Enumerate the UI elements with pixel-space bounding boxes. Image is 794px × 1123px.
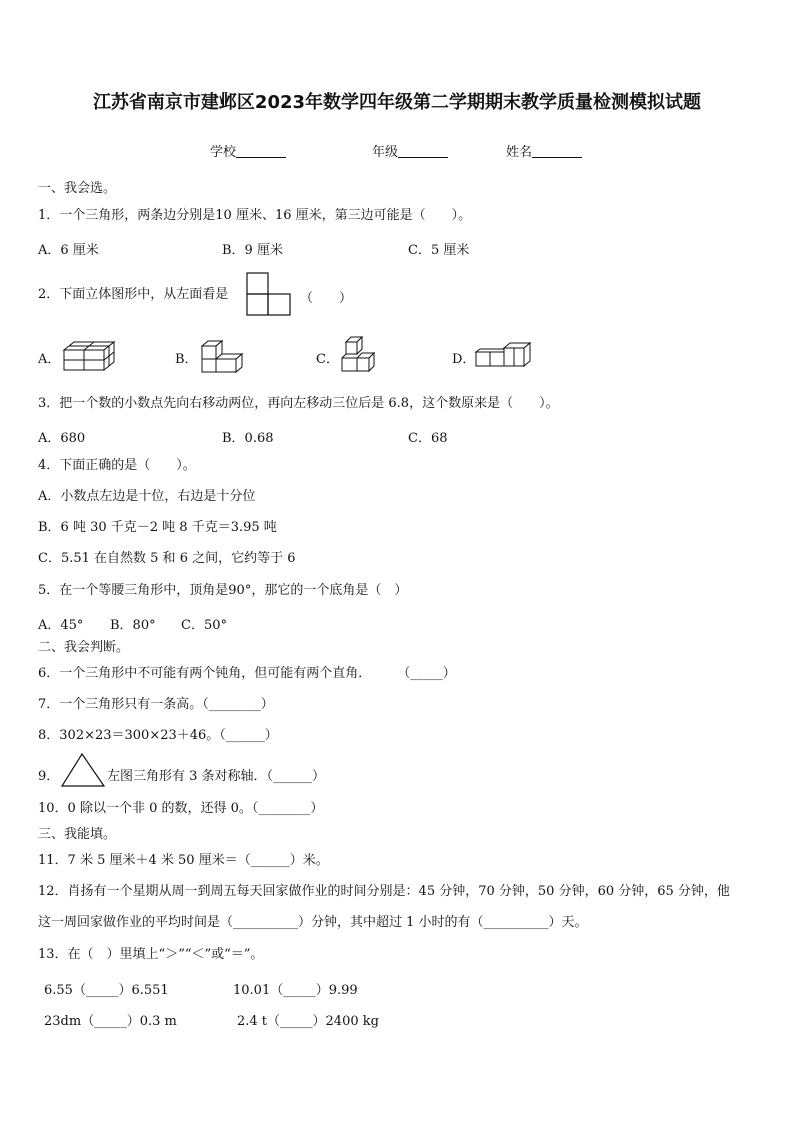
school-label: 学校: [210, 145, 237, 160]
q3-option-a[interactable]: A．680: [38, 431, 86, 446]
question-3: 3．把一个数的小数点先向右移动两位，再向左移动三位后是 6.8，这个数原来是（ ）。: [38, 396, 559, 411]
question-5: 5．在一个等腰三角形中，顶角是90°，那它的一个底角是（ ）: [38, 583, 408, 598]
name-blank[interactable]: [532, 144, 582, 158]
q2-option-d[interactable]: D．: [452, 352, 476, 367]
question-11: 11．7 米 5 厘米＋4 米 50 厘米＝（______）米。: [38, 853, 329, 868]
name-field[interactable]: [506, 141, 582, 160]
section-heading-3: 三、我能填。: [38, 827, 117, 842]
question-12-line-2: 这一周回家做作业的平均时间是（__________）分钟，其中超过 1 小时的有（__________）天。: [38, 915, 588, 930]
cube-figure-b: [198, 338, 244, 378]
q3-option-c[interactable]: C．68: [408, 431, 448, 446]
q2-option-a[interactable]: A．: [38, 352, 61, 367]
q13-item-3[interactable]: 23dm（_____）0.3 m: [44, 1014, 177, 1029]
question-12-line-1: 12．肖扬有一个星期从周一到周五每天回家做作业的时间分别是：45 分钟，70 分钟，50 分钟，60 分钟，65 分钟，他: [38, 884, 730, 899]
q4-option-b[interactable]: B．6 吨 30 千克－2 吨 8 千克＝3.95 吨: [38, 520, 277, 535]
q1-option-a[interactable]: A．6 厘米: [38, 243, 99, 258]
cube-figure-c: [338, 334, 378, 378]
cube-figure-d: [474, 340, 534, 374]
q1-option-b[interactable]: B．9 厘米: [222, 243, 283, 258]
grade-field[interactable]: [372, 141, 448, 160]
q5-option-b[interactable]: B．80°: [110, 618, 156, 633]
q2-answer-blank[interactable]: （ ）: [300, 291, 353, 306]
question-7: 7．一个三角形只有一条高。（________）: [38, 697, 274, 712]
question-4: 4．下面正确的是（ ）。: [38, 458, 196, 473]
question-6: 6．一个三角形中不可能有两个钝角，但可能有两个直角． （_____）: [38, 666, 456, 681]
page-title: 江苏省南京市建邺区2023年数学四年级第二学期期末教学质量检测模拟试题: [92, 92, 702, 113]
question-8: 8．302×23＝300×23＋46。（______）: [38, 728, 278, 743]
cube-figure-a: [62, 338, 118, 376]
q5-option-c[interactable]: C．50°: [181, 618, 227, 633]
q4-option-a[interactable]: A．小数点左边是十位，右边是十分位: [38, 489, 256, 504]
name-label: 姓名: [506, 145, 533, 160]
question-9: 左图三角形有 3 条对称轴．（______）: [107, 769, 326, 784]
q13-item-1[interactable]: 6.55（_____）6.551: [44, 983, 169, 998]
question-2: 2．下面立体图形中，从左面看是: [38, 287, 229, 302]
q3-option-b[interactable]: B．0.68: [222, 431, 274, 446]
q13-item-2[interactable]: 10.01（_____）9.99: [233, 983, 358, 998]
school-blank[interactable]: [236, 144, 286, 158]
question-13: 13．在（ ）里填上“＞”“＜”或“＝”。: [38, 947, 264, 962]
school-field[interactable]: [210, 141, 286, 160]
triangle-figure: [60, 752, 106, 792]
q4-option-c[interactable]: C．5.51 在自然数 5 和 6 之间，它约等于 6: [38, 551, 296, 566]
grade-blank[interactable]: [398, 144, 448, 158]
section-heading-1: 一、我会选。: [38, 181, 117, 196]
question-9-number: 9．: [38, 769, 60, 784]
q5-option-a[interactable]: A．45°: [38, 618, 84, 633]
q1-option-c[interactable]: C．5 厘米: [408, 243, 470, 258]
question-10: 10．0 除以一个非 0 的数，还得 0。（________）: [38, 801, 324, 816]
section-heading-2: 二、我会判断。: [38, 640, 130, 655]
question-1: 1．一个三角形，两条边分别是10 厘米、16 厘米，第三边可能是（ ）。: [38, 208, 472, 223]
grade-label: 年级: [372, 145, 399, 160]
q13-item-4[interactable]: 2.4 t（_____）2400 kg: [237, 1014, 379, 1029]
left-view-figure: [246, 272, 292, 320]
q2-option-b[interactable]: B．: [175, 352, 198, 367]
q2-option-c[interactable]: C．: [316, 352, 339, 367]
